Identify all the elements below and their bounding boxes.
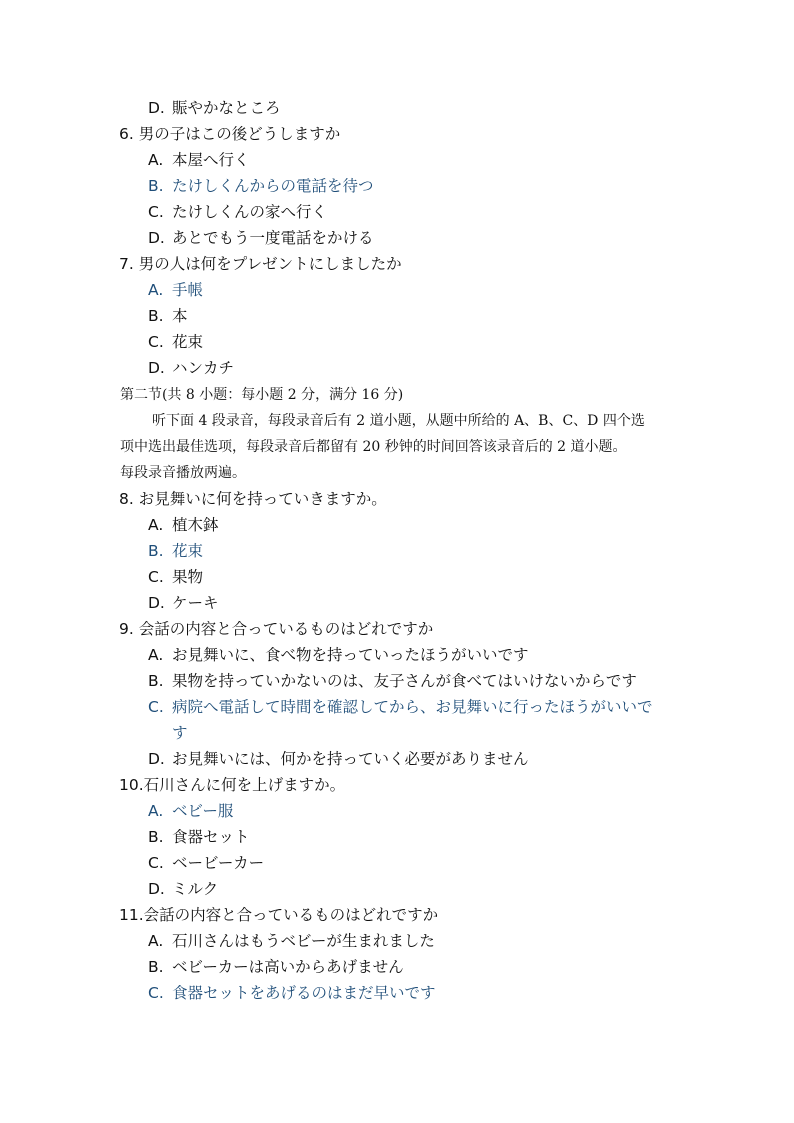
option-text: 病院へ電話して時間を確認してから、お見舞いに行ったほうがいいで <box>172 698 653 716</box>
option-label: A. <box>148 646 164 664</box>
option-10c <box>148 853 264 873</box>
question-number: 10. <box>119 776 144 794</box>
option-text: 石川さんはもうベビーが生まれました <box>172 932 435 950</box>
option-10b <box>148 827 250 847</box>
option-text: 食器セットをあげるのはまだ早いです <box>172 984 436 1002</box>
question-10 <box>119 775 345 795</box>
option-label: B. <box>148 958 164 976</box>
option-label: A. <box>148 932 164 950</box>
question-text: 石川さんに何を上げますか。 <box>143 776 346 794</box>
question-text: 会話の内容と合っているものはどれですか <box>143 906 439 924</box>
option-5d <box>148 98 281 118</box>
option-text: ミルク <box>172 880 219 898</box>
question-text: お見舞いに何を持っていきますか。 <box>138 490 387 508</box>
instructions-line-1: 听下面 4 段录音，每段录音后有 2 道小题，从题中所给的 A、B、C、D 四个选 <box>152 413 645 429</box>
question-text: 会話の内容と合っているものはどれですか <box>138 620 434 638</box>
option-text: 手帳 <box>172 281 204 299</box>
option-9c-continuation: す <box>172 724 188 742</box>
instructions-line-2: 项中选出最佳选项，每段录音后都留有 20 秒钟的时间回答该录音后的 2 道小题。 <box>120 439 627 455</box>
option-9d <box>148 749 529 769</box>
question-7 <box>119 254 402 274</box>
question-11 <box>119 905 438 925</box>
option-text: ハンカチ <box>172 359 235 377</box>
option-text: ベビーカーは高いからあげません <box>172 958 404 976</box>
option-text: あとでもう一度電話をかける <box>172 229 374 247</box>
option-8a <box>148 515 219 535</box>
question-text: 男の人は何をプレゼントにしましたか <box>138 255 402 273</box>
option-text: 本 <box>172 307 188 325</box>
question-number: 7. <box>119 255 134 273</box>
question-text: 男の子はこの後どうしますか <box>138 125 341 143</box>
option-7b <box>148 306 188 326</box>
option-text: 花束 <box>172 333 204 351</box>
option-label: A. <box>148 802 164 820</box>
option-label: A. <box>148 516 164 534</box>
option-7a-answer <box>148 280 203 300</box>
option-label: C. <box>148 333 164 351</box>
question-number: 6. <box>119 125 134 143</box>
option-text: 果物を持っていかないのは、友子さんが食べてはいけないからです <box>172 672 637 690</box>
option-text: 植木鉢 <box>172 516 219 534</box>
question-number: 8. <box>119 490 134 508</box>
option-11a <box>148 931 435 951</box>
option-7c <box>148 332 203 352</box>
option-text: 賑やかなところ <box>172 99 281 117</box>
option-text: たけしくんの家へ行く <box>172 203 328 221</box>
option-7d <box>148 358 234 378</box>
option-text: 果物 <box>172 568 204 586</box>
section-heading: 第二节(共 8 小题：每小题 2 分，满分 16 分) <box>120 387 404 403</box>
option-label: C. <box>148 984 164 1002</box>
option-9a <box>148 645 529 665</box>
option-6d <box>148 228 374 248</box>
option-label: B. <box>148 177 164 195</box>
option-text: ベビー服 <box>172 802 234 820</box>
option-label: D. <box>148 99 165 117</box>
option-label: D. <box>148 594 165 612</box>
option-label: B. <box>148 672 164 690</box>
option-9b <box>148 671 637 691</box>
question-number: 9. <box>119 620 134 638</box>
option-6b-answer <box>148 176 374 196</box>
option-label: D. <box>148 750 165 768</box>
option-text: お見舞いに、食べ物を持っていったほうがいいです <box>172 646 529 664</box>
question-8 <box>119 489 387 509</box>
option-text: 本屋へ行く <box>172 151 250 169</box>
option-text: ケーキ <box>172 594 219 612</box>
option-text: 食器セット <box>172 828 250 846</box>
option-label: A. <box>148 281 164 299</box>
option-11b <box>148 957 404 977</box>
option-label: D. <box>148 880 165 898</box>
option-6c <box>148 202 327 222</box>
option-10a-answer <box>148 801 233 821</box>
option-11c-answer <box>148 983 436 1003</box>
option-label: B. <box>148 307 164 325</box>
option-text: 花束 <box>172 542 204 560</box>
question-9 <box>119 619 433 639</box>
option-label: C. <box>148 568 164 586</box>
option-text: ベービーカー <box>172 854 265 872</box>
option-label: B. <box>148 542 164 560</box>
question-number: 11. <box>119 906 144 924</box>
option-6a <box>148 150 250 170</box>
option-text: お見舞いには、何かを持っていく必要がありません <box>172 750 529 768</box>
option-label: C. <box>148 203 164 221</box>
option-label: C. <box>148 698 164 716</box>
option-label: D. <box>148 359 165 377</box>
question-6 <box>119 124 340 144</box>
option-label: B. <box>148 828 164 846</box>
option-label: D. <box>148 229 165 247</box>
option-label: C. <box>148 854 164 872</box>
option-9c-answer <box>148 697 653 717</box>
option-text: たけしくんからの電話を待つ <box>172 177 374 195</box>
option-10d <box>148 879 218 899</box>
option-8c <box>148 567 203 587</box>
option-label: A. <box>148 151 164 169</box>
instructions-line-3: 每段录音播放两遍。 <box>120 465 246 481</box>
option-8d <box>148 593 219 613</box>
option-8b-answer <box>148 541 203 561</box>
